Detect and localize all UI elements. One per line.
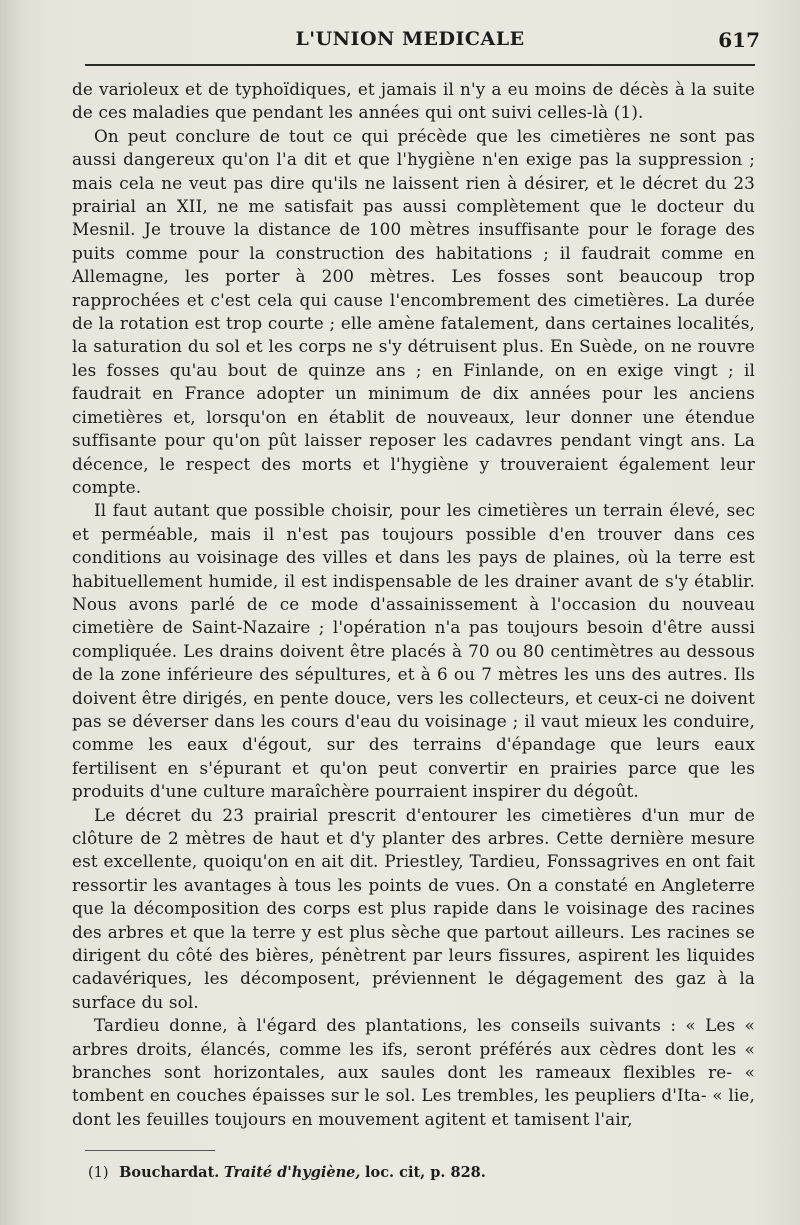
page-spine-shadow — [0, 0, 22, 1225]
footnote-mark: (1) — [88, 1165, 109, 1181]
paragraph: Le décret du 23 prairial prescrit d'entourer les cimetières d'un mur de clôture de 2 mètres de haut et d'y planter des arbres. Cette dernière mesure est excellente, quoiqu'on en ait dit. Priestley, Tardieu, Fonssagrives en ont fait ressortir les avantages à tous les points de vues. On a constaté en Angleterre que la décomposition des corps est plus rapide dans le voisinage des racines des arbres et que la terre y est plus sèche que partout ailleurs. Les racines se dirigent du côté des bières, pénètrent par leurs fissures, aspirent les liquides cadavériques, les décomposent, préviennent le dégagement des gaz à la surface du sol. — [72, 804, 755, 1012]
running-title: L'UNION MEDICALE — [295, 28, 525, 50]
paragraph: Il faut autant que possible choisir, pour les cimetières un terrain élevé, sec et perméable, mais il n'est pas toujours possible d'en trouver dans ces conditions au voisinage des villes et dans les pays de plaines, où la terre est habituellement humide, il est indispensable de les drainer avant de s'y établir. Nous avons parlé de ce mode d'assainissement à l'occasion du nouveau cimetière de Saint-Nazaire ; l'opération n'a pas toujours besoin d'être aussi compliquée. Les drains doivent être placés à 70 ou 80 centimètres au dessous de la zone inférieure des sépultures, et à 6 ou 7 mètres les uns des autres. Ils doivent être dirigés, en pente douce, vers les collecteurs, et ceux-ci ne doivent pas se déverser dans les cours d'eau du voisinage ; il vaut mieux les conduire, comme les eaux d'égout, sur des terrains d'épandage que leurs eaux fertilisent en s'épurant et qu'on peut convertir en prairies parce que les produits d'une culture maraîchère pourraient inspirer du dégoût. — [72, 500, 755, 802]
header-rule — [85, 64, 755, 66]
footnote-reference: loc. cit, p. 828. — [365, 1164, 486, 1181]
paragraph: On peut conclure de tout ce qui précède que les cimetières ne sont pas aussi dangereux qu'on l'a dit et que l'hygiène n'en exige pas la suppression ; mais cela ne veut pas dire qu'ils ne laissent rien à désirer, et le décret du 23 prairial an XII, ne me satisfait pas aussi complètement que le docteur du Mesnil. Je trouve la distance de 100 mètres insuffisante pour le forage des puits comme pour la construction des habitations ; il faudrait comme en Allemagne, les porter à 200 mètres. Les fosses sont beaucoup trop rapprochées et c'est cela qui cause l'encombrement des cimetières. La durée de la rotation est trop courte ; elle amène fatalement, dans certaines localités, la saturation du sol et les corps ne s'y détruisent plus. En Suède, on ne rouvre les fosses qu'au bout de quinze ans ; en Finlande, on en exige vingt ; il faudrait en France adopter un minimum de dix années pour les anciens cimetières et, lorsqu'on en établit de nouveaux, leur donner une étendue suffisante pour qu'on pût laisser reposer les cadavres pendant vingt ans. La décence, le respect des morts et l'hygiène y trouveraient également leur compte. — [72, 125, 755, 497]
body-text — [72, 78, 755, 1131]
footnote-author: Bouchardat. — [119, 1164, 220, 1181]
paragraph: de varioleux et de typhoïdiques, et jamais il n'y a eu moins de décès à la suite de ces maladies que pendant les années qui ont suivi celles-là (1). — [72, 79, 755, 123]
footnote-title: Traité d'hygiène, — [223, 1164, 361, 1181]
footnote — [88, 1163, 748, 1183]
footnote-rule — [85, 1150, 215, 1151]
paragraph: Tardieu donne, à l'égard des plantations, les conseils suivants : « Les « arbres droits, élancés, comme les ifs, seront préférés aux cèdres dont les « branches sont horizontales, aux saules dont les rameaux flexibles re- « tombent en couches épaisses sur le sol. Les trembles, les peupliers d'Ita- « lie, dont les feuilles toujours en mouvement agitent et tamisent l'air, — [72, 1015, 755, 1129]
page-number: 617 — [718, 28, 760, 52]
page-header — [60, 22, 760, 56]
